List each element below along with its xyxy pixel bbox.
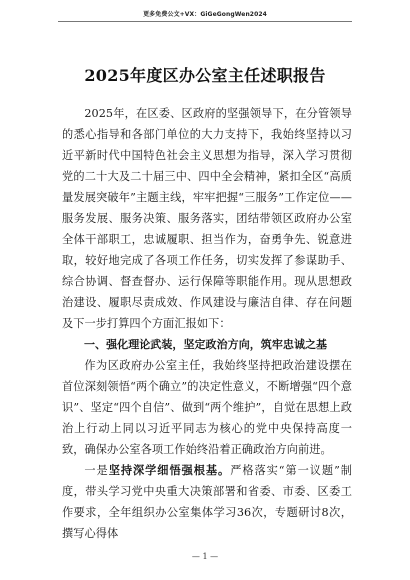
point-1-text: 严格落实“第一议题”制度，带头学习党中央重大决策部署和省委、市委、区委工作要求，全年组织办公室集体学习36次，专题研讨8次，撰写心得体 xyxy=(62,464,352,540)
point-1-paragraph xyxy=(62,460,352,544)
header-divider xyxy=(58,21,352,22)
point-1-lead: 一是 xyxy=(84,464,109,477)
header-note: 更多免费公文+VX：GiGeGongWen2024 xyxy=(143,11,267,18)
page-number: — 1 — xyxy=(191,552,219,561)
document-title: 2025年度区办公室主任述职报告 xyxy=(84,66,326,85)
section-heading-1: 一、强化理论武装，坚定政治方向，筑牢忠诚之基 xyxy=(84,338,328,351)
document-body xyxy=(62,103,352,544)
point-1-bold: 坚持深学细悟强根基。 xyxy=(108,463,231,477)
intro-paragraph: 2025年，在区委、区政府的坚强领导下，在分管领导的悉心指导和各部门单位的大力支持下，我始终坚持以习近平新时代中国特色社会主义思想为指导，深入学习贯彻党的二十大及二十届三中、四中全会精神，紧扣全区“高质量发展突破年”主题主线，牢牢把握“三服务”工作定位——服务发展、服务决策、服务落实，团结带领区政府办公室全体干部职工，忠诚履职、担当作为，奋勇争先、锐意进取，较好地完成了各项工作任务，切实发挥了参谋助手、综合协调、督查督办、运行保障等职能作用。现从思想政治建设、履职尽责成效、作风建设与廉洁自律、存在问题及下一步打算四个方面汇报如下： xyxy=(62,107,352,330)
section-1-paragraph: 作为区政府办公室主任，我始终坚持把政治建设摆在首位深刻领悟“两个确立”的决定性意义，不断增强“四个意识”、坚定“四个自信”、做到“两个维护”，自觉在思想上政治上行动上同以习近平同志为核心的党中央保持高度一致，确保办公室各项工作始终沿着正确政治方向前进。 xyxy=(62,359,352,456)
